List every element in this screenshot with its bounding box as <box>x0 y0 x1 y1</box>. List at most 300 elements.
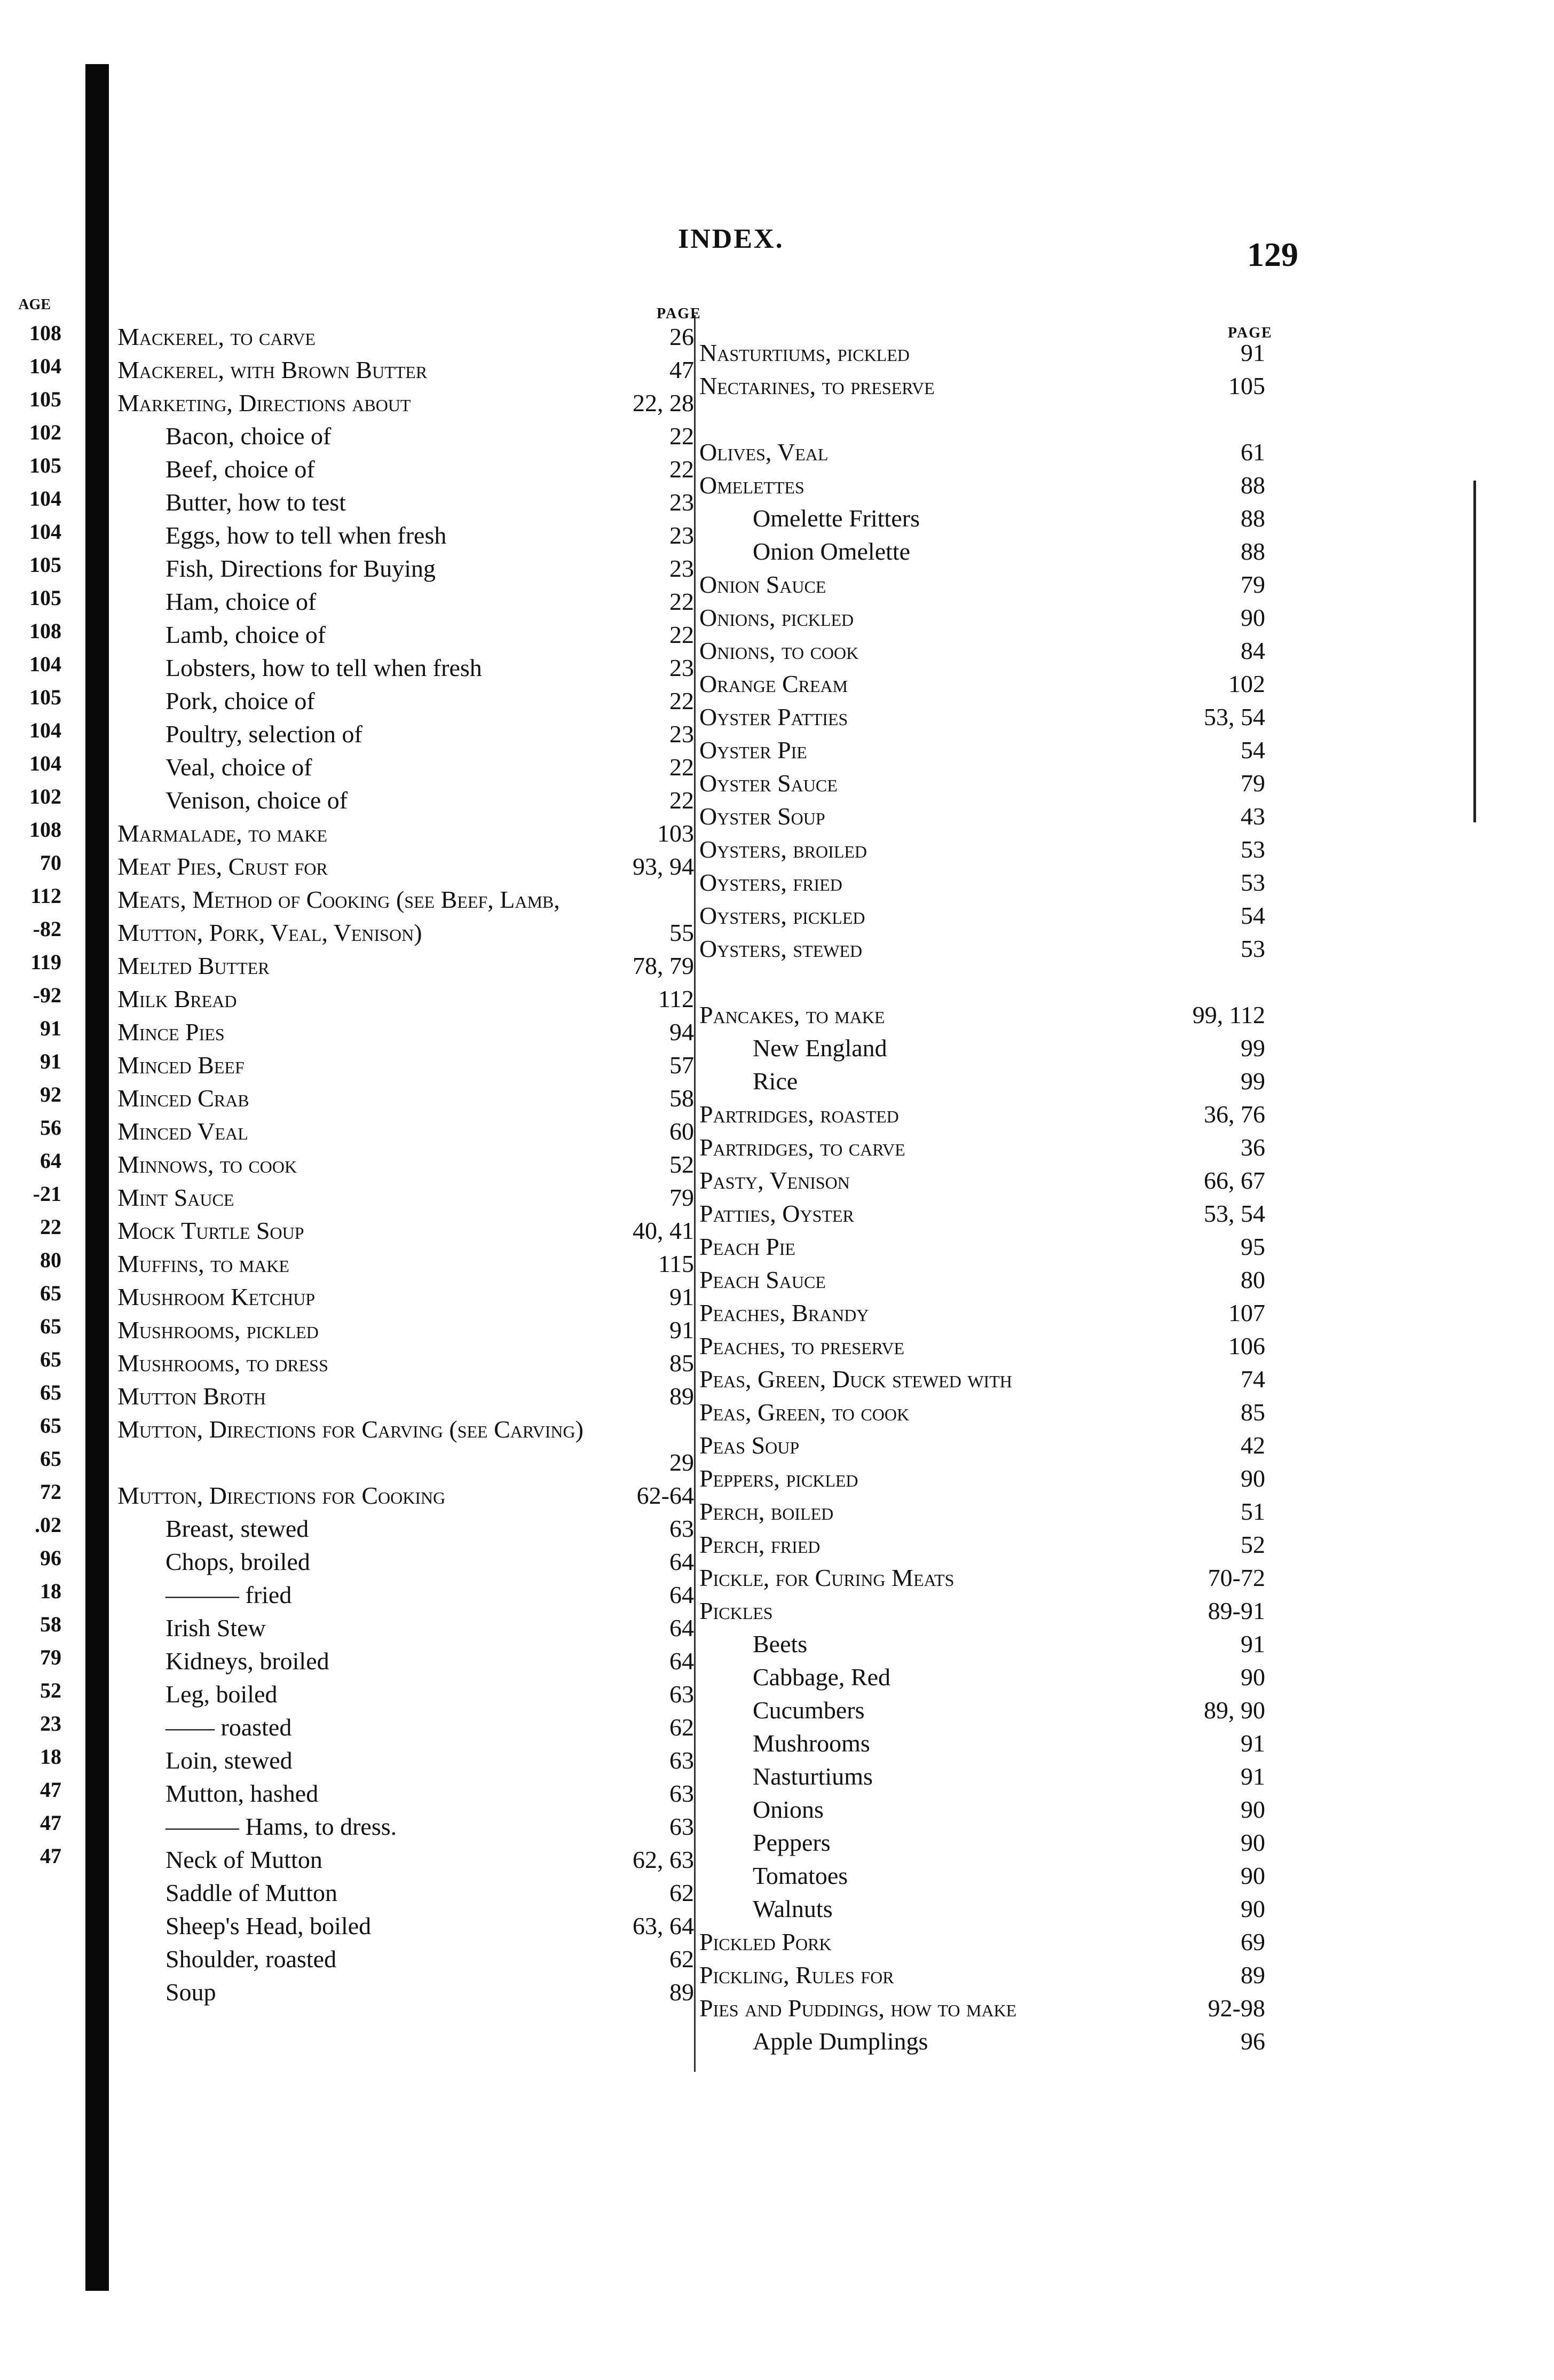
index-entry <box>699 965 1265 999</box>
index-entry <box>117 552 694 585</box>
index-entry <box>699 667 1265 701</box>
left-edge-number: 91 <box>40 1049 61 1073</box>
index-entry <box>699 701 1265 734</box>
index-entry <box>699 1561 1265 1594</box>
index-entry <box>699 1197 1265 1230</box>
entry-page: 106 <box>1228 1332 1265 1360</box>
index-entry <box>117 486 694 519</box>
entry-page: 90 <box>1241 1796 1265 1823</box>
left-edge-number: 91 <box>40 1016 61 1040</box>
index-entry <box>699 800 1265 833</box>
index-entry <box>117 1380 694 1413</box>
entry-page: 42 <box>1241 1432 1265 1459</box>
entry-text: Eggs, how to tell when fresh <box>165 522 447 549</box>
entry-text: Lobsters, how to tell when fresh <box>165 654 482 681</box>
entry-page: 58 <box>669 1085 694 1112</box>
entry-text: Mint Sauce <box>117 1184 234 1211</box>
left-edge-number: -21 <box>33 1182 61 1206</box>
index-entry <box>117 1545 694 1578</box>
entry-page: 66, 67 <box>1204 1167 1265 1194</box>
entry-text: Mackerel, to carve <box>117 323 315 350</box>
entry-text: Mutton, Directions for Carving (see Carving) <box>117 1416 583 1443</box>
entry-text: Nectarines, to preserve <box>699 372 935 399</box>
entry-text: Peppers, pickled <box>699 1465 858 1492</box>
index-entry <box>699 1131 1265 1164</box>
entry-page: 23 <box>669 489 694 516</box>
index-entry <box>117 1049 694 1082</box>
entry-page: 63 <box>669 1515 694 1542</box>
index-entry <box>117 1016 694 1049</box>
entry-text: Veal, choice of <box>165 753 312 781</box>
entry-text: Cucumbers <box>753 1696 865 1724</box>
index-entry <box>117 718 694 751</box>
entry-page: 85 <box>1241 1399 1265 1426</box>
index-entry <box>117 1214 694 1247</box>
left-edge-number: 65 <box>40 1314 61 1338</box>
left-edge-number: 104 <box>29 652 61 676</box>
entry-text: Poultry, selection of <box>165 720 362 748</box>
page-title: INDEX. <box>678 224 784 254</box>
entry-page: 91 <box>1241 1730 1265 1757</box>
index-entry <box>117 1082 694 1115</box>
entry-page: 91 <box>669 1283 694 1310</box>
entry-page: 90 <box>1241 1895 1265 1922</box>
index-entry <box>699 336 1265 370</box>
entry-page: 22 <box>669 588 694 615</box>
left-edge-number: 23 <box>40 1711 61 1735</box>
entry-text: Pancakes, to make <box>699 1001 885 1028</box>
entry-page: 103 <box>657 820 694 847</box>
entry-text: Oyster Pie <box>699 736 807 764</box>
entry-page: 64 <box>669 1614 694 1641</box>
index-entry <box>699 1363 1265 1396</box>
index-entry <box>117 1347 694 1380</box>
index-entry <box>117 784 694 817</box>
index-entry <box>699 1098 1265 1131</box>
left-edge-number: 108 <box>29 619 61 643</box>
index-entry <box>117 1678 694 1711</box>
entry-text: Oyster Sauce <box>699 769 838 797</box>
left-edge-number: 102 <box>29 784 61 808</box>
left-edge-number: 112 <box>30 884 61 908</box>
entry-page: 63, 64 <box>633 1912 694 1939</box>
index-entry <box>117 983 694 1016</box>
entry-text: Peas Soup <box>699 1432 800 1459</box>
entry-text: Olives, Veal <box>699 438 829 466</box>
entry-text: Oysters, pickled <box>699 902 865 929</box>
index-entry <box>699 1992 1265 2025</box>
entry-text: Melted Butter <box>117 952 270 979</box>
left-edge-number: 105 <box>29 553 61 577</box>
entry-page: 69 <box>1241 1928 1265 1955</box>
entry-text: Sheep's Head, boiled <box>165 1912 372 1939</box>
entry-text: Beets <box>753 1630 808 1658</box>
entry-text: Rice <box>753 1067 798 1095</box>
index-entry <box>699 1727 1265 1760</box>
index-entry <box>699 1462 1265 1495</box>
index-entry <box>117 1314 694 1347</box>
entry-page: 90 <box>1241 1663 1265 1691</box>
entry-text: Marmalade, to make <box>117 820 328 847</box>
entry-text: Perch, fried <box>699 1531 821 1558</box>
entry-page: 115 <box>658 1250 694 1277</box>
entry-page: 78, 79 <box>633 952 694 979</box>
index-entry <box>699 1959 1265 1992</box>
left-entries <box>117 320 694 2009</box>
entry-page: 90 <box>1241 1862 1265 1889</box>
entry-page: 61 <box>1241 438 1265 466</box>
left-edge-number: 65 <box>40 1447 61 1471</box>
left-edge-number: 108 <box>29 321 61 345</box>
left-edge-number: -92 <box>33 983 61 1007</box>
entry-page: 23 <box>669 654 694 681</box>
entry-text: Mock Turtle Soup <box>117 1217 304 1244</box>
index-entry <box>699 1760 1265 1793</box>
index-entry <box>117 1512 694 1545</box>
entry-page: 53 <box>1241 836 1265 863</box>
entry-text: Perch, boiled <box>699 1498 834 1525</box>
index-entry <box>699 1396 1265 1429</box>
left-edge-number: 104 <box>29 354 61 378</box>
index-entry <box>699 899 1265 932</box>
index-entry <box>117 420 694 453</box>
right-entries <box>699 336 1265 2058</box>
entry-text: Peaches, Brandy <box>699 1299 869 1326</box>
entry-page: 23 <box>669 720 694 748</box>
entry-text: Mutton, hashed <box>165 1780 319 1807</box>
entry-page: 22 <box>669 621 694 648</box>
index-entry <box>117 1843 694 1876</box>
left-edge-number: 70 <box>40 851 61 875</box>
entry-page: 79 <box>1241 571 1265 598</box>
entry-page: 22 <box>669 455 694 483</box>
left-edge-number: 79 <box>40 1645 61 1669</box>
index-entry <box>117 1943 694 1976</box>
entry-page: 22 <box>669 422 694 450</box>
entry-page: 43 <box>1241 803 1265 830</box>
index-entry <box>117 1876 694 1910</box>
index-entry <box>699 634 1265 667</box>
index-entry <box>117 817 694 850</box>
entry-page: 36 <box>1241 1134 1265 1161</box>
entry-text: Partridges, to carve <box>699 1134 905 1161</box>
index-entry <box>699 1330 1265 1363</box>
entry-page: 92-98 <box>1208 1994 1265 2022</box>
entry-text: Pies and Puddings, how to make <box>699 1994 1017 2022</box>
index-entry <box>117 1777 694 1810</box>
left-edge-number: 65 <box>40 1413 61 1438</box>
entry-page: 93, 94 <box>633 853 694 880</box>
entry-page: 36, 76 <box>1204 1101 1265 1128</box>
index-entry <box>117 685 694 718</box>
entry-page: 62 <box>669 1945 694 1973</box>
index-entry <box>699 767 1265 800</box>
index-entry <box>117 1115 694 1148</box>
left-edge-number: 105 <box>29 685 61 709</box>
entry-text: Pickling, Rules for <box>699 1961 894 1989</box>
entry-page: 64 <box>669 1647 694 1675</box>
entry-text: Patties, Oyster <box>699 1200 854 1227</box>
entry-text: Orange Cream <box>699 670 848 697</box>
entry-text: Pasty, Venison <box>699 1167 850 1194</box>
entry-page: 90 <box>1241 1829 1265 1856</box>
entry-text: Peach Pie <box>699 1233 795 1260</box>
index-entry <box>117 1976 694 2009</box>
entry-page: 89 <box>669 1978 694 2006</box>
left-edge-number: 58 <box>40 1612 61 1636</box>
entry-text: Venison, choice of <box>165 787 348 814</box>
entry-text: Mince Pies <box>117 1018 225 1046</box>
entry-page: 84 <box>1241 637 1265 664</box>
entry-text: Irish Stew <box>165 1614 266 1641</box>
left-edge-number: -82 <box>33 917 61 941</box>
right-page-head: PAGE <box>1228 325 1273 341</box>
entry-text: Milk Bread <box>117 985 237 1012</box>
entry-page: 40, 41 <box>633 1217 694 1244</box>
entry-text: Onions, to cook <box>699 637 859 664</box>
index-entry <box>117 585 694 618</box>
entry-page: 79 <box>1241 769 1265 797</box>
index-entry <box>699 469 1265 502</box>
entry-text: Peppers <box>753 1829 831 1856</box>
entry-page: 91 <box>1241 1630 1265 1658</box>
entry-text: Oyster Soup <box>699 803 825 830</box>
entry-page: 94 <box>669 1018 694 1046</box>
entry-page: 57 <box>669 1051 694 1079</box>
entry-text: Mutton Broth <box>117 1383 266 1410</box>
entry-text: Mushrooms, to dress <box>117 1349 328 1377</box>
entry-text: Walnuts <box>753 1895 833 1922</box>
left-edge-number: 92 <box>40 1082 61 1106</box>
entry-text: Soup <box>165 1978 216 2006</box>
index-entry <box>699 1528 1265 1561</box>
left-edge-number: 108 <box>29 818 61 842</box>
left-edge-number: 104 <box>29 486 61 510</box>
entry-text: Onion Omelette <box>753 538 911 565</box>
entry-page: 60 <box>669 1118 694 1145</box>
entry-page: 53 <box>1241 869 1265 896</box>
entry-page: 47 <box>669 356 694 383</box>
index-entry <box>699 833 1265 866</box>
index-entry <box>117 618 694 651</box>
entry-text: Leg, boiled <box>165 1680 278 1708</box>
index-entry <box>699 734 1265 767</box>
entry-page: 102 <box>1228 670 1265 697</box>
index-entry <box>699 1065 1265 1098</box>
entry-page: 89-91 <box>1208 1597 1265 1624</box>
left-edge-number: 18 <box>40 1579 61 1603</box>
index-entry <box>117 1810 694 1843</box>
index-entry <box>117 519 694 552</box>
index-entry <box>699 1230 1265 1263</box>
index-entry <box>699 1429 1265 1462</box>
index-entry <box>699 1926 1265 1959</box>
index-entry <box>117 1247 694 1281</box>
entry-page: 62 <box>669 1714 694 1741</box>
entry-text: Meats, Method of Cooking (see Beef, Lamb, Mutton, Pork, Veal, Venison) <box>117 886 560 946</box>
entry-page: 63 <box>669 1813 694 1840</box>
entry-text: Mushrooms, pickled <box>117 1316 319 1344</box>
entry-page: 63 <box>669 1747 694 1774</box>
entry-page: 22 <box>669 787 694 814</box>
index-entry <box>699 866 1265 899</box>
entry-text: Mackerel, with Brown Butter <box>117 356 428 383</box>
entry-text: Chops, broiled <box>165 1548 310 1575</box>
entry-text: Oysters, broiled <box>699 836 867 863</box>
entry-text: Mushroom Ketchup <box>117 1283 315 1310</box>
index-entry <box>699 2025 1265 2058</box>
index-entry <box>117 1281 694 1314</box>
entry-text: Omelettes <box>699 472 804 499</box>
entry-page: 90 <box>1241 604 1265 631</box>
entry-page: 95 <box>1241 1233 1265 1260</box>
entry-text: Peach Sauce <box>699 1266 826 1293</box>
index-entry <box>117 1148 694 1181</box>
index-entry <box>699 535 1265 568</box>
entry-page: 79 <box>669 1184 694 1211</box>
index-entry <box>117 751 694 784</box>
left-edge-number: 104 <box>29 718 61 742</box>
right-index-column <box>699 320 1273 2055</box>
entry-text: Mushrooms <box>753 1730 870 1757</box>
index-entry <box>699 1859 1265 1892</box>
entry-text: Ham, choice of <box>165 588 317 615</box>
entry-text: Minced Beef <box>117 1051 244 1079</box>
entry-page: 62-64 <box>636 1482 694 1509</box>
right-margin-rule <box>1473 481 1476 822</box>
entry-text: Meat Pies, Crust for <box>117 853 328 880</box>
entry-text: Nasturtiums <box>753 1763 873 1790</box>
entry-page: 52 <box>1241 1531 1265 1558</box>
entry-text: Oysters, fried <box>699 869 842 896</box>
index-entry <box>117 387 694 420</box>
left-edge-number: 52 <box>40 1678 61 1702</box>
left-edge-number: 105 <box>29 453 61 477</box>
entry-page: 112 <box>658 985 694 1012</box>
index-entry <box>699 1594 1265 1628</box>
entry-text: Breast, stewed <box>165 1515 309 1542</box>
entry-page: 91 <box>669 1316 694 1344</box>
entry-text: Marketing, Directions about <box>117 389 411 417</box>
index-entry <box>699 502 1265 535</box>
entry-text: Fish, Directions for Buying <box>165 555 436 582</box>
entry-page: 23 <box>669 555 694 582</box>
entry-text: Pickled Pork <box>699 1928 832 1955</box>
entry-text: Onions, pickled <box>699 604 854 631</box>
left-edge-page-head: AGE <box>18 296 51 313</box>
page-number: 129 <box>1247 235 1298 273</box>
left-edge-number: 18 <box>40 1745 61 1769</box>
book-binding-edge <box>85 64 109 2291</box>
index-entry <box>699 436 1265 469</box>
entry-page: 64 <box>669 1581 694 1608</box>
index-entry <box>699 403 1265 436</box>
entry-page: 89 <box>1241 1961 1265 1989</box>
index-entry <box>117 883 694 949</box>
entry-text: Lamb, choice of <box>165 621 326 648</box>
index-entry <box>117 1645 694 1678</box>
left-edge-number: 105 <box>29 586 61 610</box>
left-edge-number: 72 <box>40 1480 61 1504</box>
left-edge-number: 104 <box>29 520 61 544</box>
index-entry <box>699 1164 1265 1197</box>
index-entry <box>117 453 694 486</box>
entry-page: 64 <box>669 1548 694 1575</box>
entry-page: 22 <box>669 753 694 781</box>
entry-text: Muffins, to make <box>117 1250 289 1277</box>
entry-page: 88 <box>1241 538 1265 565</box>
index-entry <box>117 949 694 983</box>
entry-page: 89, 90 <box>1204 1696 1265 1724</box>
entry-page: 90 <box>1241 1465 1265 1492</box>
entry-page: 88 <box>1241 505 1265 532</box>
index-entry <box>699 1694 1265 1727</box>
entry-text: Oyster Patties <box>699 703 848 731</box>
entry-page: 22, 28 <box>633 389 694 417</box>
index-entry <box>699 601 1265 634</box>
index-entry <box>699 1297 1265 1330</box>
entry-page: 52 <box>669 1151 694 1178</box>
entry-text: Butter, how to test <box>165 489 346 516</box>
entry-page: 70-72 <box>1208 1564 1265 1591</box>
entry-text: Onions <box>753 1796 824 1823</box>
entry-text: Pickles <box>699 1597 773 1624</box>
entry-text: Mutton, Directions for Cooking <box>117 1482 446 1509</box>
entry-text: New England <box>753 1034 887 1062</box>
left-edge-number: 80 <box>40 1248 61 1272</box>
entry-page: 51 <box>1241 1498 1265 1525</box>
index-entry <box>699 1263 1265 1297</box>
index-entry <box>699 1826 1265 1859</box>
entry-page: 62 <box>669 1879 694 1906</box>
entry-page: 99 <box>1241 1034 1265 1062</box>
index-entry <box>699 1793 1265 1826</box>
entry-page: 88 <box>1241 472 1265 499</box>
index-entry <box>117 1413 694 1479</box>
index-entry <box>699 1032 1265 1065</box>
entry-page: 105 <box>1228 372 1265 399</box>
entry-page: 107 <box>1228 1299 1265 1326</box>
entry-text: Shoulder, roasted <box>165 1945 337 1973</box>
entry-page: 53, 54 <box>1204 703 1265 731</box>
entry-page: 23 <box>669 522 694 549</box>
index-entry <box>117 1578 694 1612</box>
column-divider <box>694 315 696 2072</box>
left-edge-number: 119 <box>30 950 61 974</box>
entry-page: 99, 112 <box>1192 1001 1265 1028</box>
entry-page: 29 <box>669 1449 694 1476</box>
entry-text: Cabbage, Red <box>753 1663 891 1691</box>
index-entry <box>699 568 1265 601</box>
left-edge-number: 47 <box>40 1844 61 1868</box>
index-entry <box>117 1612 694 1645</box>
entry-page: 55 <box>669 919 694 946</box>
entry-text: Onion Sauce <box>699 571 826 598</box>
entry-page: 91 <box>1241 1763 1265 1790</box>
left-edge-number: 96 <box>40 1546 61 1570</box>
entry-text: Minced Crab <box>117 1085 249 1112</box>
index-entry <box>699 1892 1265 1926</box>
entry-page: 80 <box>1241 1266 1265 1293</box>
index-entry <box>699 999 1265 1032</box>
entry-text: Beef, choice of <box>165 455 315 483</box>
entry-text: Peas, Green, to cook <box>699 1399 910 1426</box>
entry-page: 22 <box>669 687 694 714</box>
entry-text: Pickle, for Curing Meats <box>699 1564 955 1591</box>
entry-page: 53, 54 <box>1204 1200 1265 1227</box>
index-entry <box>117 1744 694 1777</box>
left-edge-number: 105 <box>29 387 61 411</box>
